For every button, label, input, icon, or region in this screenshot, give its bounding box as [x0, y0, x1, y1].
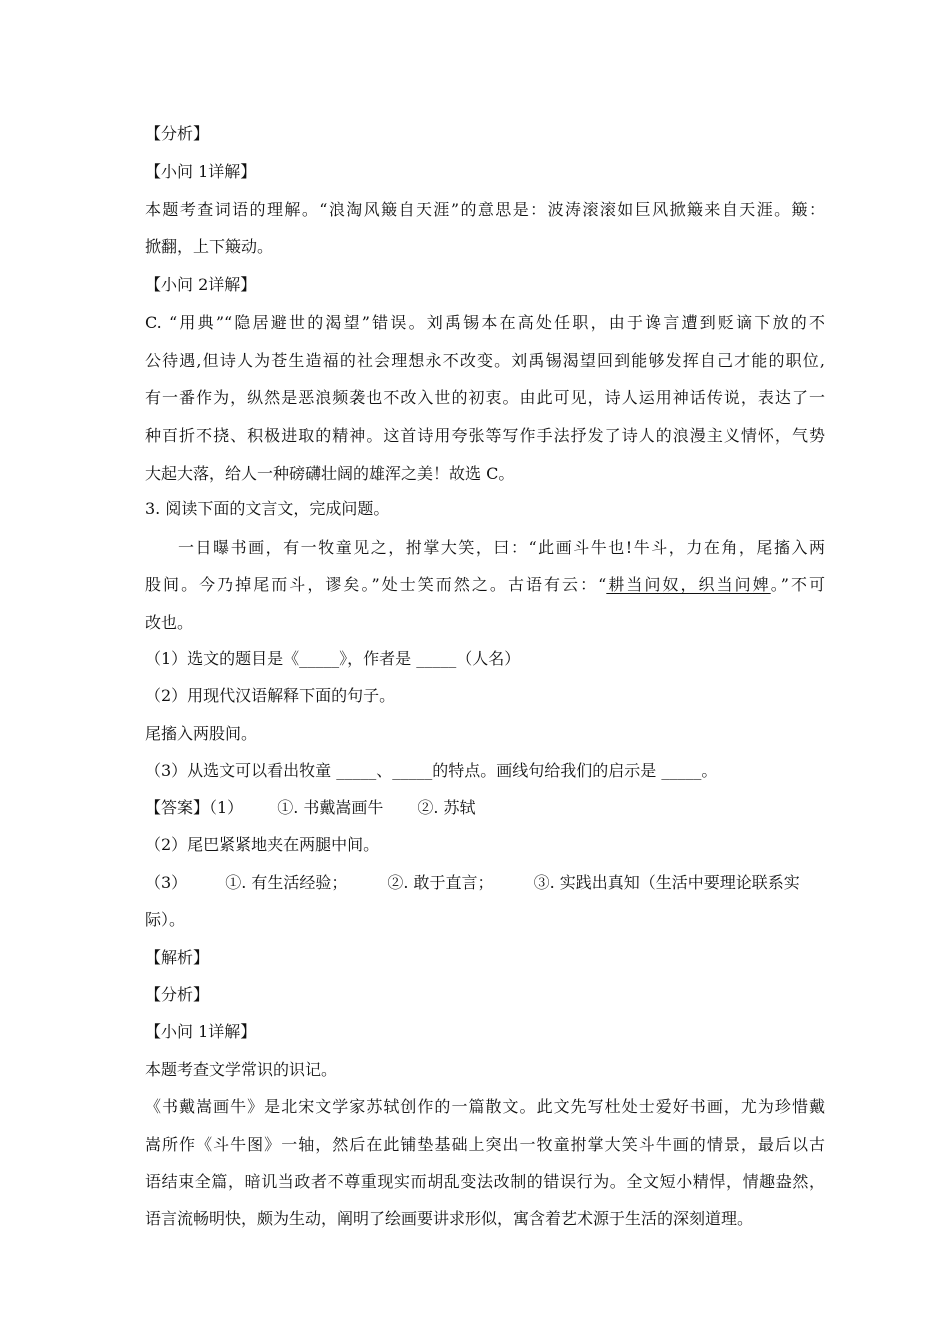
sub2-header: 【小问 2详解】	[145, 275, 257, 294]
explanation-line: 嵩所作《斗牛图》一轴，然后在此铺垫基础上突出一牧童拊掌大笑斗牛画的情景，最后以古	[145, 1135, 825, 1154]
answer-line-3-cont: 际）。	[145, 910, 186, 929]
sub2-explanation-line: 种百折不挠、积极进取的精神。这首诗用夸张等写作手法抒发了诗人的浪漫主义情怀，气势	[145, 426, 825, 445]
answer-label: （3）	[145, 873, 188, 892]
sub2-explanation-line: 大起大落，给人一种磅礴壮阔的雄浑之美！故选 C。	[145, 464, 515, 483]
explanation-line: 语言流畅明快，颇为生动，阐明了绘画要讲求形似，寓含着艺术源于生活的深刻道理。	[145, 1209, 754, 1228]
jiexi-tag: 【解析】	[145, 948, 210, 967]
answer-item: ②. 敢于直言；	[387, 873, 494, 892]
explanation-line: 《书戴嵩画牛》是北宋文学家苏轼创作的一篇散文。此文先写杜处士爱好书画，尤为珍惜戴	[145, 1097, 825, 1116]
answer-line-3	[145, 872, 825, 894]
answer-item: ①. 有生活经验；	[225, 873, 348, 892]
sub1-explanation-line: 掀翻，上下簸动。	[145, 237, 274, 256]
sub-question-2: （2）用现代汉语解释下面的句子。	[145, 686, 396, 705]
analysis-tag: 【分析】	[145, 124, 210, 143]
sub-question-3: （3）从选文可以看出牧童 _____、_____的特点。画线句给我们的启示是 _____。	[145, 761, 718, 780]
question-3-stem: 3. 阅读下面的文言文，完成问题。	[145, 499, 390, 518]
sub1-header: 【小问 1详解】	[145, 162, 257, 181]
passage-text: 股间。今乃掉尾而斗，谬矣。”处士笑而然之。古语有云：	[145, 575, 599, 594]
sub-question-2-sentence: 尾搐入两股间。	[145, 724, 258, 743]
underlined-sentence: 耕当问奴，织当问婢	[606, 575, 771, 594]
answer-line-2: （2）尾巴紧紧地夹在两腿中间。	[145, 835, 380, 854]
answer-label: 【答案】（1）	[145, 798, 244, 817]
answer-item: ①. 书戴嵩画牛	[277, 798, 384, 817]
sub1-explanation-line: 本题考查词语的理解。“浪淘风簸自天涯”的意思是：波涛滚滚如巨风掀簸来自天涯。簸：	[145, 200, 825, 219]
passage-line: 一日曝书画，有一牧童见之，拊掌大笑，曰：“此画斗牛也!牛斗，力在角，尾搐入两	[178, 538, 825, 557]
passage-line: 改也。	[145, 613, 194, 632]
sub2-explanation-line: C. “用典”“隐居避世的渴望”错误。刘禹锡本在高处任职，由于谗言遭到贬谪下放的不	[145, 313, 825, 332]
passage-line	[145, 574, 825, 596]
answer-line-1	[145, 797, 825, 819]
sub2-explanation-line: 有一番作为，纵然是恶浪频袭也不改入世的初衷。由此可见，诗人运用神话传说，表达了一	[145, 388, 825, 407]
explanation-line: 语结束全篇，暗讥当政者不尊重现实而胡乱变法改制的错误行为。全文短小精悍，情趣盎然，	[145, 1172, 825, 1191]
answer-item: ②. 苏轼	[417, 798, 476, 817]
sub1-header: 【小问 1详解】	[145, 1022, 257, 1041]
quote-mark: “	[598, 575, 607, 594]
sub2-explanation-line: 公待遇,但诗人为苍生造福的社会理想永不改变。刘禹锡渴望回到能够发挥自己才能的职位,	[145, 351, 825, 370]
analysis-tag: 【分析】	[145, 985, 210, 1004]
sub1-intro: 本题考查文学常识的识记。	[145, 1060, 338, 1079]
answer-item: ③. 实践出真知（生活中要理论联系实	[533, 873, 800, 892]
sub-question-1: （1）选文的题目是《_____》，作者是 _____（人名）	[145, 649, 521, 668]
passage-text: 。”不可	[770, 575, 825, 594]
